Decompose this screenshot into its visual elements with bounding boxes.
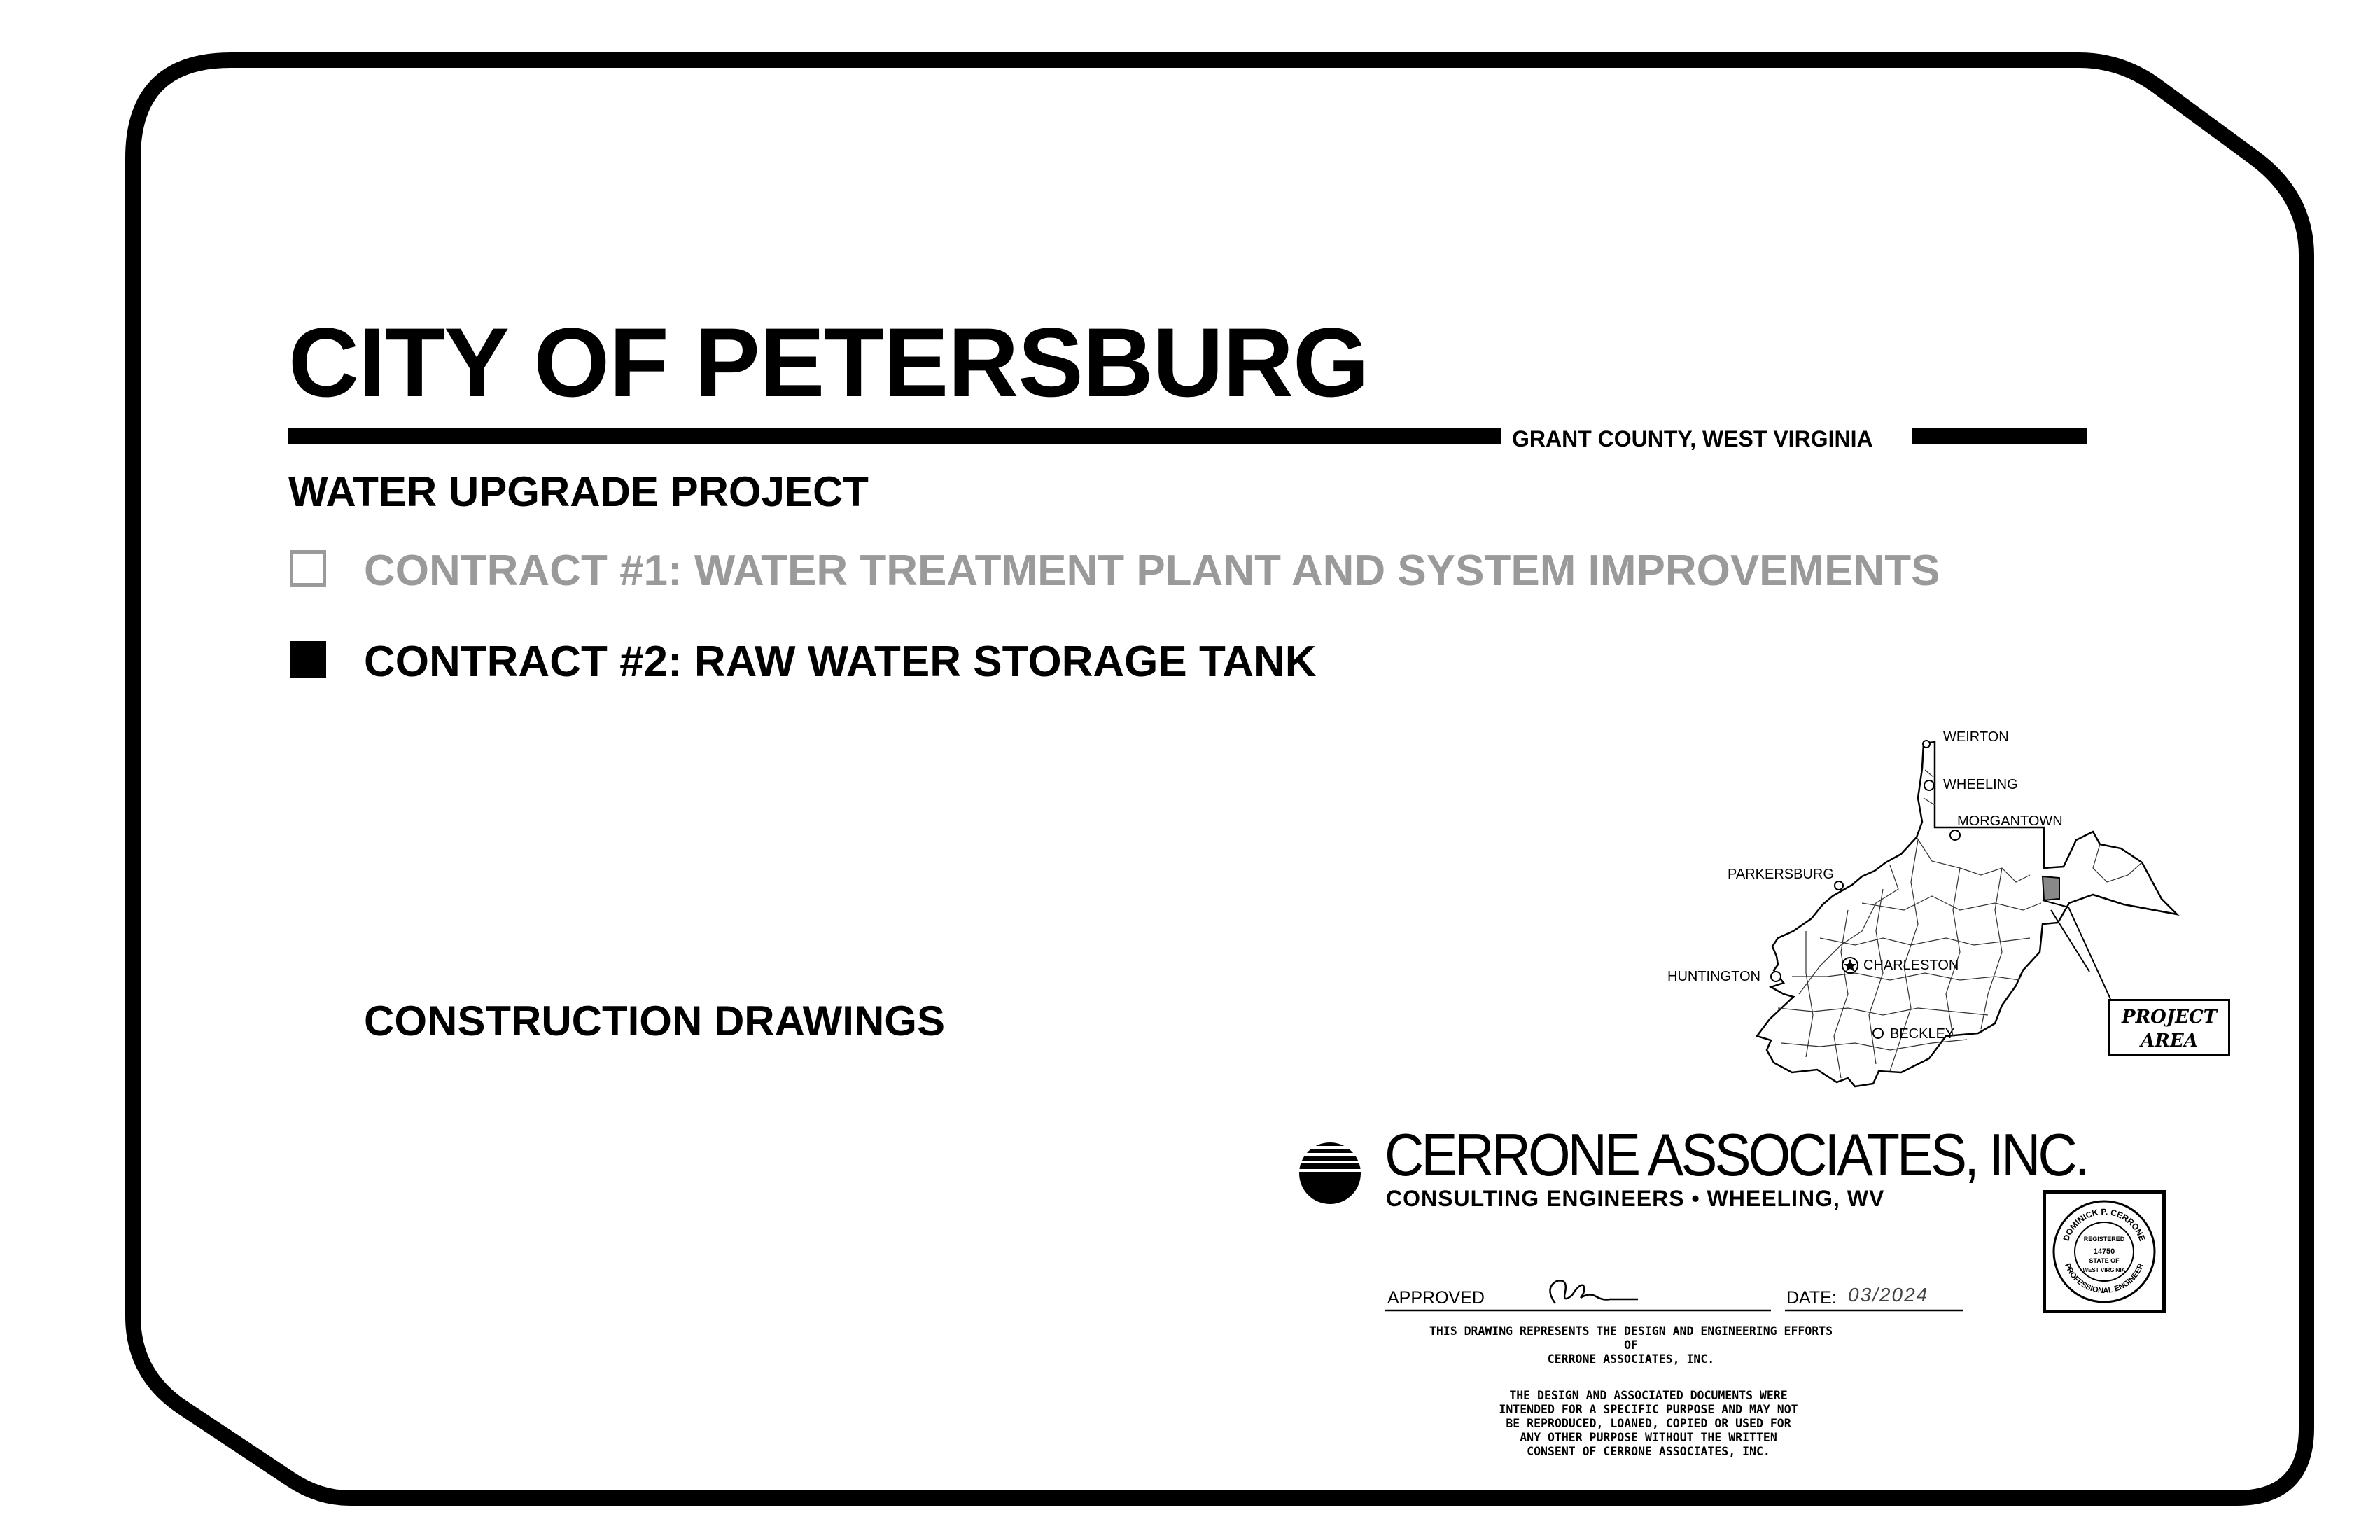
approval-signature: [1550, 1280, 1638, 1303]
map-label-charleston: CHARLESTON: [1863, 958, 1959, 973]
project-name: WATER UPGRADE PROJECT: [288, 468, 869, 515]
map-label-wheeling: WHEELING: [1943, 777, 2018, 792]
firm-tagline: CONSULTING ENGINEERS • WHEELING, WV: [1386, 1186, 1885, 1211]
seal-title: PROFESSIONAL ENGINEER: [2063, 1262, 2146, 1296]
project-area-line2: AREA: [2141, 1030, 2198, 1051]
date-value: 03/2024: [1848, 1284, 1929, 1306]
county-label: GRANT COUNTY, WEST VIRGINIA: [1512, 426, 1873, 451]
seal-number: 14750: [2093, 1247, 2115, 1256]
note-line-1: THIS DRAWING REPRESENTS THE DESIGN AND ENGINEERING EFFORTS: [1429, 1324, 1833, 1338]
disclaimer-note: [1491, 1389, 1806, 1459]
project-area-line1: PROJECT: [2122, 1007, 2217, 1028]
map-label-beckley: BECKLEY: [1890, 1026, 1955, 1042]
approved-label: APPROVED: [1387, 1288, 1485, 1308]
disclaimer-line: CONSENT OF CERRONE ASSOCIATES, INC.: [1527, 1445, 1770, 1458]
note-line-3: CERRONE ASSOCIATES, INC.: [1547, 1352, 1715, 1366]
contract-1-label: CONTRACT #1: WATER TREATMENT PLANT AND SYSTEM IMPROVEMENTS: [364, 547, 1940, 595]
map-label-parkersburg: PARKERSBURG: [1728, 867, 1834, 882]
construction-drawings-label: CONSTRUCTION DRAWINGS: [364, 997, 945, 1044]
contract-2-label: CONTRACT #2: RAW WATER STORAGE TANK: [364, 638, 1317, 686]
map-label-weirton: WEIRTON: [1943, 729, 2009, 745]
disclaimer-line: INTENDED FOR A SPECIFIC PURPOSE AND MAY NOT: [1499, 1403, 1798, 1416]
disclaimer-line: THE DESIGN AND ASSOCIATED DOCUMENTS WERE: [1509, 1389, 1788, 1402]
map-label-huntington: HUNTINGTON: [1667, 969, 1760, 984]
note-line-2: OF: [1624, 1338, 1638, 1352]
pe-seal-graphic: [2046, 1194, 2162, 1310]
seal-state-of: STATE OF: [2089, 1257, 2120, 1264]
page-title: CITY OF PETERSBURG: [288, 307, 1368, 417]
date-label: DATE:: [1786, 1288, 1837, 1308]
seal-state: WEST VIRGINIA: [2082, 1267, 2126, 1273]
firm-name: CERRONE ASSOCIATES, INC.: [1385, 1121, 2087, 1189]
disclaimer-line: ANY OTHER PURPOSE WITHOUT THE WRITTEN: [1520, 1431, 1777, 1444]
pe-seal: [2043, 1190, 2166, 1313]
design-efforts-note: [1379, 1324, 1883, 1366]
disclaimer-line: BE REPRODUCED, LOANED, COPIED OR USED FOR: [1506, 1417, 1791, 1430]
map-label-morgantown: MORGANTOWN: [1957, 813, 2063, 829]
seal-registered: REGISTERED: [2083, 1236, 2125, 1242]
seal-name: DOMINICK P. CERRONE: [2061, 1206, 2148, 1242]
